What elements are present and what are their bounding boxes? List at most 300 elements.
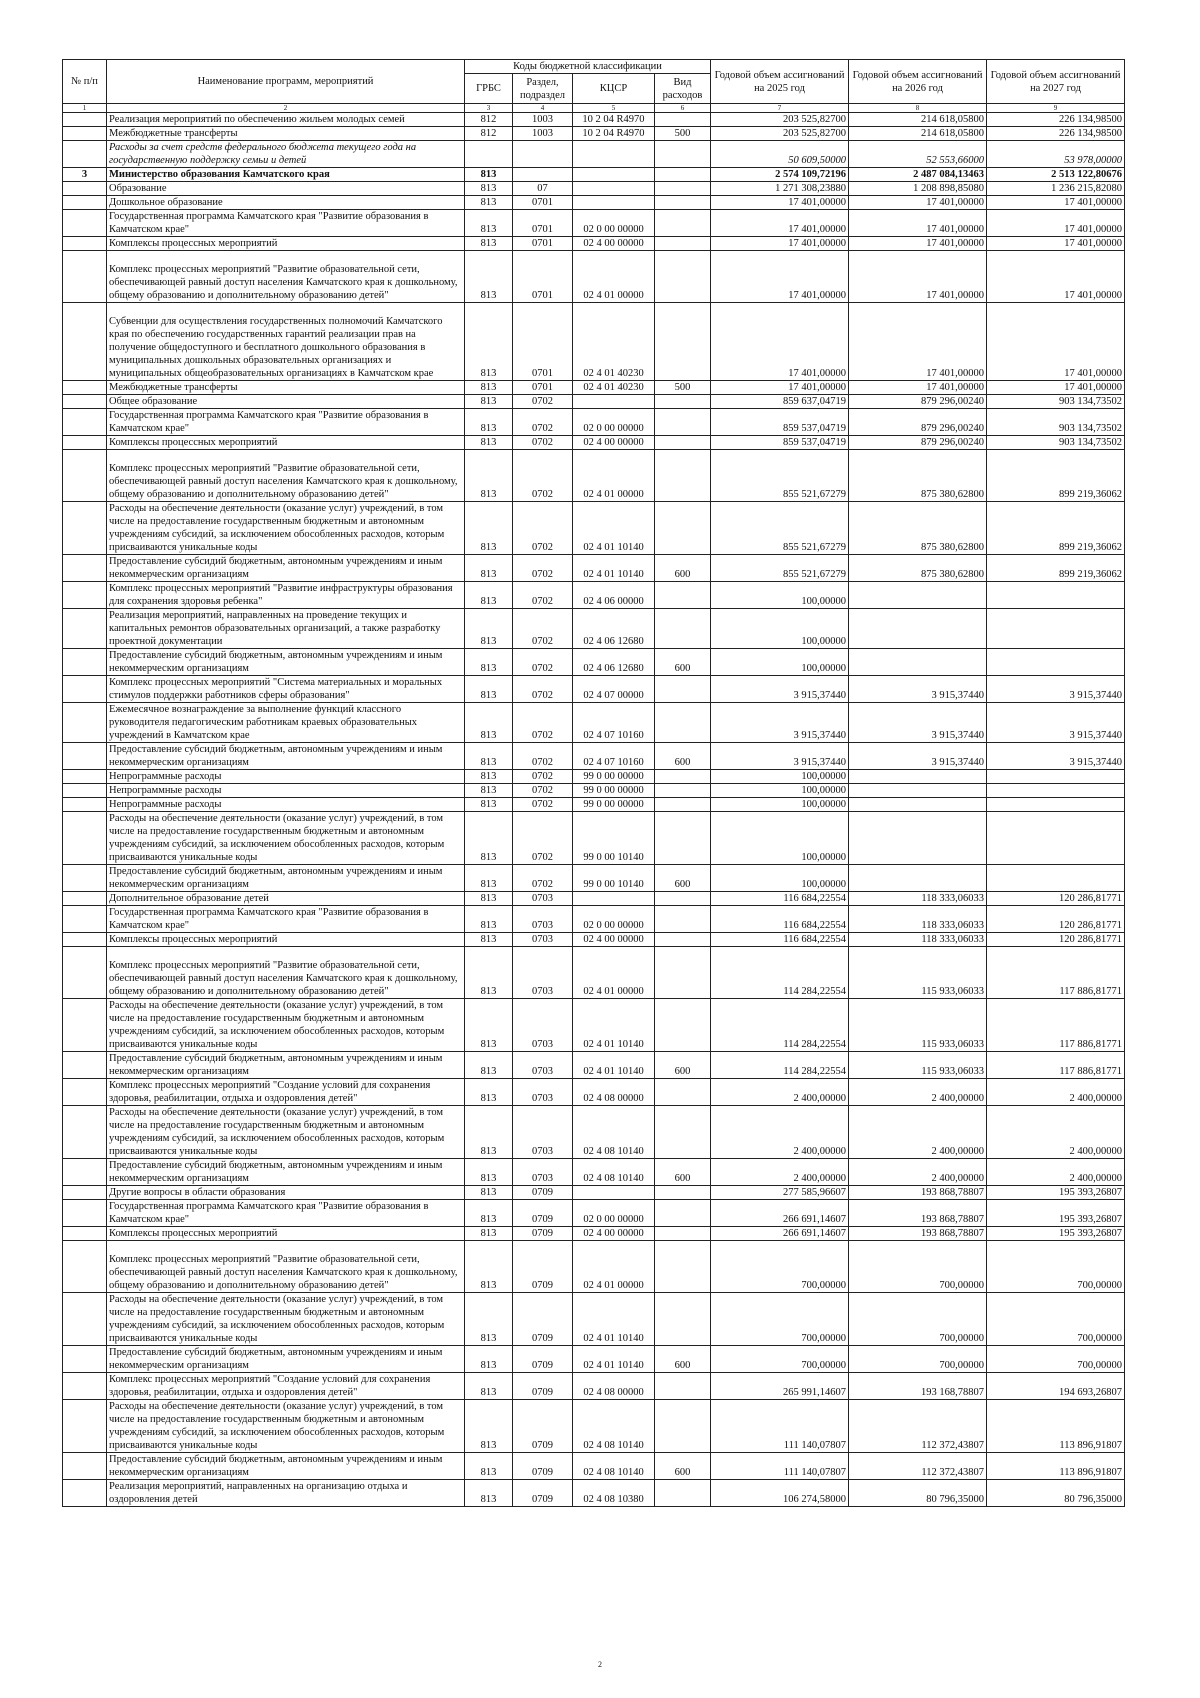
row-amount-2025: 3 915,37440 xyxy=(711,743,849,770)
row-name: Реализация мероприятий, направленных на организацию отдыха и оздоровления детей xyxy=(107,1480,465,1507)
row-number xyxy=(63,381,107,395)
row-number xyxy=(63,770,107,784)
row-kcsr: 02 4 00 00000 xyxy=(573,436,655,450)
row-vid xyxy=(655,1079,711,1106)
row-grbs: 813 xyxy=(465,395,513,409)
row-name: Министерство образования Камчатского края xyxy=(107,168,465,182)
row-number xyxy=(63,1373,107,1400)
row-grbs: 813 xyxy=(465,892,513,906)
row-amount-2026: 115 933,06033 xyxy=(849,1052,987,1079)
row-amount-2025: 100,00000 xyxy=(711,582,849,609)
row-amount-2027: 226 134,98500 xyxy=(987,127,1125,141)
row-amount-2026: 879 296,00240 xyxy=(849,395,987,409)
row-amount-2026: 2 400,00000 xyxy=(849,1106,987,1159)
table-row xyxy=(63,502,1125,555)
row-amount-2026: 17 401,00000 xyxy=(849,381,987,395)
table-row xyxy=(63,582,1125,609)
row-razdel: 0709 xyxy=(513,1400,573,1453)
row-grbs: 813 xyxy=(465,1480,513,1507)
row-grbs: 813 xyxy=(465,196,513,210)
table-row xyxy=(63,676,1125,703)
row-kcsr: 10 2 04 R4970 xyxy=(573,113,655,127)
row-number xyxy=(63,1186,107,1200)
row-vid xyxy=(655,892,711,906)
table-row xyxy=(63,1052,1125,1079)
row-kcsr: 02 4 01 40230 xyxy=(573,303,655,381)
row-grbs: 813 xyxy=(465,1079,513,1106)
row-razdel: 0703 xyxy=(513,1106,573,1159)
row-vid xyxy=(655,409,711,436)
row-vid xyxy=(655,1480,711,1507)
row-number xyxy=(63,502,107,555)
row-razdel: 0703 xyxy=(513,999,573,1052)
row-razdel: 0702 xyxy=(513,703,573,743)
row-razdel: 0702 xyxy=(513,502,573,555)
row-razdel: 0703 xyxy=(513,892,573,906)
row-number xyxy=(63,127,107,141)
row-amount-2026: 17 401,00000 xyxy=(849,196,987,210)
table-row xyxy=(63,865,1125,892)
row-kcsr: 99 0 00 10140 xyxy=(573,812,655,865)
row-amount-2026 xyxy=(849,649,987,676)
row-kcsr xyxy=(573,196,655,210)
row-grbs: 813 xyxy=(465,798,513,812)
row-amount-2026 xyxy=(849,784,987,798)
table-row xyxy=(63,196,1125,210)
table-row xyxy=(63,812,1125,865)
column-index: 1 xyxy=(63,104,107,113)
row-kcsr: 02 0 00 00000 xyxy=(573,906,655,933)
row-amount-2026: 193 868,78807 xyxy=(849,1200,987,1227)
row-amount-2026: 112 372,43807 xyxy=(849,1453,987,1480)
header-year-2027: Годовой объем ассигнований на 2027 год xyxy=(987,60,1125,104)
row-number xyxy=(63,395,107,409)
row-number xyxy=(63,999,107,1052)
row-number xyxy=(63,409,107,436)
budget-table xyxy=(62,59,1125,1507)
header-year-2026: Годовой объем ассигнований на 2026 год xyxy=(849,60,987,104)
table-row xyxy=(63,409,1125,436)
row-amount-2025: 100,00000 xyxy=(711,784,849,798)
row-name: Государственная программа Камчатского края "Развитие образования в Камчатском крае" xyxy=(107,409,465,436)
row-name: Комплекс процессных мероприятий "Развитие инфраструктуры образования для сохранения здоровья ребенка" xyxy=(107,582,465,609)
row-amount-2027: 53 978,00000 xyxy=(987,141,1125,168)
row-grbs: 813 xyxy=(465,865,513,892)
table-row xyxy=(63,436,1125,450)
table-row xyxy=(63,1241,1125,1293)
row-vid: 600 xyxy=(655,555,711,582)
row-amount-2027: 120 286,81771 xyxy=(987,906,1125,933)
row-vid xyxy=(655,395,711,409)
row-kcsr: 02 4 00 00000 xyxy=(573,237,655,251)
row-number xyxy=(63,196,107,210)
row-number xyxy=(63,649,107,676)
header-kcsr: КЦСР xyxy=(573,74,655,104)
row-amount-2025: 100,00000 xyxy=(711,812,849,865)
row-name: Межбюджетные трансферты xyxy=(107,127,465,141)
row-amount-2026: 17 401,00000 xyxy=(849,210,987,237)
row-amount-2027 xyxy=(987,798,1125,812)
row-number xyxy=(63,1106,107,1159)
row-amount-2027: 117 886,81771 xyxy=(987,1052,1125,1079)
row-amount-2027: 700,00000 xyxy=(987,1346,1125,1373)
row-razdel: 0702 xyxy=(513,409,573,436)
row-razdel: 0702 xyxy=(513,555,573,582)
row-amount-2027: 113 896,91807 xyxy=(987,1400,1125,1453)
row-name: Реализация мероприятий по обеспечению жильем молодых семей xyxy=(107,113,465,127)
row-grbs: 813 xyxy=(465,812,513,865)
row-vid: 500 xyxy=(655,127,711,141)
row-amount-2027: 120 286,81771 xyxy=(987,933,1125,947)
row-amount-2027: 17 401,00000 xyxy=(987,210,1125,237)
row-number xyxy=(63,743,107,770)
table-row xyxy=(63,1227,1125,1241)
table-row xyxy=(63,168,1125,182)
table-row xyxy=(63,1200,1125,1227)
row-name: Комплексы процессных мероприятий xyxy=(107,1227,465,1241)
row-amount-2026: 115 933,06033 xyxy=(849,999,987,1052)
row-razdel: 0701 xyxy=(513,303,573,381)
row-amount-2026: 3 915,37440 xyxy=(849,703,987,743)
table-row xyxy=(63,1400,1125,1453)
row-kcsr xyxy=(573,168,655,182)
row-number xyxy=(63,609,107,649)
row-amount-2025: 855 521,67279 xyxy=(711,502,849,555)
row-kcsr: 02 4 07 10160 xyxy=(573,743,655,770)
row-amount-2025: 2 400,00000 xyxy=(711,1079,849,1106)
row-kcsr: 02 4 08 10140 xyxy=(573,1453,655,1480)
table-row xyxy=(63,450,1125,502)
row-vid xyxy=(655,784,711,798)
row-kcsr: 02 4 06 12680 xyxy=(573,609,655,649)
row-amount-2026: 118 333,06033 xyxy=(849,892,987,906)
row-amount-2026: 1 208 898,85080 xyxy=(849,182,987,196)
row-grbs: 813 xyxy=(465,906,513,933)
row-grbs: 813 xyxy=(465,582,513,609)
row-amount-2027: 195 393,26807 xyxy=(987,1186,1125,1200)
row-vid xyxy=(655,502,711,555)
row-amount-2026 xyxy=(849,798,987,812)
row-vid xyxy=(655,609,711,649)
row-amount-2027: 700,00000 xyxy=(987,1293,1125,1346)
row-amount-2027: 17 401,00000 xyxy=(987,196,1125,210)
row-number xyxy=(63,251,107,303)
row-razdel: 0709 xyxy=(513,1241,573,1293)
column-index: 4 xyxy=(513,104,573,113)
row-name: Субвенции для осуществления государственных полномочий Камчатского края по обеспечению государственных гарантий реализации прав на получение общедоступного и бесплатного дошкольного образования в муниципальных дошкольных образовательных организациях и муниципальных общеобразовательных организациях в Камчатском крае xyxy=(107,303,465,381)
row-amount-2025: 114 284,22554 xyxy=(711,947,849,999)
column-index: 9 xyxy=(987,104,1125,113)
row-kcsr: 99 0 00 10140 xyxy=(573,865,655,892)
row-kcsr: 02 4 01 00000 xyxy=(573,450,655,502)
row-number: 3 xyxy=(63,168,107,182)
row-grbs: 812 xyxy=(465,127,513,141)
row-kcsr: 02 0 00 00000 xyxy=(573,1200,655,1227)
row-number xyxy=(63,1293,107,1346)
row-name: Дошкольное образование xyxy=(107,196,465,210)
row-amount-2027: 2 513 122,80676 xyxy=(987,168,1125,182)
row-number xyxy=(63,1200,107,1227)
row-vid xyxy=(655,1227,711,1241)
row-razdel: 0702 xyxy=(513,676,573,703)
row-name: Дополнительное образование детей xyxy=(107,892,465,906)
row-amount-2026: 118 333,06033 xyxy=(849,933,987,947)
row-amount-2025: 100,00000 xyxy=(711,770,849,784)
row-vid: 500 xyxy=(655,381,711,395)
row-name: Государственная программа Камчатского края "Развитие образования в Камчатском крае" xyxy=(107,906,465,933)
row-amount-2025: 100,00000 xyxy=(711,798,849,812)
column-index: 2 xyxy=(107,104,465,113)
row-razdel: 0702 xyxy=(513,812,573,865)
row-name: Межбюджетные трансферты xyxy=(107,381,465,395)
row-amount-2026 xyxy=(849,865,987,892)
column-index: 7 xyxy=(711,104,849,113)
row-grbs: 813 xyxy=(465,1373,513,1400)
table-body xyxy=(63,113,1125,1507)
table-row xyxy=(63,555,1125,582)
row-amount-2027: 899 219,36062 xyxy=(987,502,1125,555)
row-name: Комплексы процессных мероприятий xyxy=(107,933,465,947)
row-amount-2025: 859 537,04719 xyxy=(711,436,849,450)
row-razdel: 0709 xyxy=(513,1480,573,1507)
table-row xyxy=(63,303,1125,381)
row-amount-2025: 100,00000 xyxy=(711,649,849,676)
row-amount-2027 xyxy=(987,582,1125,609)
row-vid xyxy=(655,303,711,381)
row-razdel: 0702 xyxy=(513,582,573,609)
table-row xyxy=(63,1186,1125,1200)
table-row xyxy=(63,1079,1125,1106)
row-grbs: 813 xyxy=(465,999,513,1052)
row-grbs: 813 xyxy=(465,436,513,450)
row-number xyxy=(63,141,107,168)
row-amount-2025: 859 637,04719 xyxy=(711,395,849,409)
row-amount-2025: 3 915,37440 xyxy=(711,676,849,703)
row-amount-2025: 700,00000 xyxy=(711,1241,849,1293)
row-name: Комплекс процессных мероприятий "Развитие образовательной сети, обеспечивающей равный доступ населения Камчатского края к дошкольному, общему образованию и дополнительному образованию детей" xyxy=(107,947,465,999)
row-vid xyxy=(655,210,711,237)
row-name: Непрограммные расходы xyxy=(107,770,465,784)
row-amount-2027: 899 219,36062 xyxy=(987,555,1125,582)
table-row xyxy=(63,381,1125,395)
row-amount-2026 xyxy=(849,609,987,649)
row-grbs: 813 xyxy=(465,381,513,395)
row-vid xyxy=(655,436,711,450)
row-number xyxy=(63,555,107,582)
row-razdel: 0702 xyxy=(513,784,573,798)
table-row xyxy=(63,784,1125,798)
table-row xyxy=(63,798,1125,812)
row-amount-2025: 17 401,00000 xyxy=(711,381,849,395)
row-name: Другие вопросы в области образования xyxy=(107,1186,465,1200)
row-kcsr: 02 4 01 10140 xyxy=(573,1293,655,1346)
row-grbs: 813 xyxy=(465,1106,513,1159)
row-name: Непрограммные расходы xyxy=(107,798,465,812)
row-kcsr xyxy=(573,1186,655,1200)
row-amount-2026: 193 868,78807 xyxy=(849,1227,987,1241)
row-number xyxy=(63,798,107,812)
table-row xyxy=(63,1159,1125,1186)
row-razdel: 0702 xyxy=(513,395,573,409)
row-razdel: 0702 xyxy=(513,798,573,812)
row-grbs: 813 xyxy=(465,609,513,649)
table-row xyxy=(63,703,1125,743)
row-razdel: 1003 xyxy=(513,113,573,127)
row-kcsr: 02 4 01 00000 xyxy=(573,251,655,303)
row-amount-2025: 114 284,22554 xyxy=(711,999,849,1052)
row-amount-2025: 100,00000 xyxy=(711,865,849,892)
row-amount-2025: 17 401,00000 xyxy=(711,196,849,210)
row-grbs: 813 xyxy=(465,703,513,743)
row-name: Государственная программа Камчатского края "Развитие образования в Камчатском крае" xyxy=(107,210,465,237)
row-vid: 600 xyxy=(655,1453,711,1480)
row-kcsr xyxy=(573,892,655,906)
row-razdel: 0703 xyxy=(513,906,573,933)
table-row xyxy=(63,237,1125,251)
row-razdel: 0702 xyxy=(513,649,573,676)
header-year-2025: Годовой объем ассигнований на 2025 год xyxy=(711,60,849,104)
row-vid xyxy=(655,798,711,812)
row-kcsr: 99 0 00 00000 xyxy=(573,784,655,798)
table-header xyxy=(63,60,1125,113)
row-amount-2025: 106 274,58000 xyxy=(711,1480,849,1507)
row-number xyxy=(63,812,107,865)
row-name: Расходы на обеспечение деятельности (оказание услуг) учреждений, в том числе на предоставление государственным бюджетным и автономным учреждениям субсидий, за исключением обособленных расходов, которым присваиваются уникальные коды xyxy=(107,999,465,1052)
row-number xyxy=(63,865,107,892)
row-kcsr: 02 4 01 00000 xyxy=(573,1241,655,1293)
table-row xyxy=(63,141,1125,168)
row-vid: 600 xyxy=(655,1346,711,1373)
row-amount-2027: 3 915,37440 xyxy=(987,703,1125,743)
row-grbs: 813 xyxy=(465,303,513,381)
row-vid xyxy=(655,933,711,947)
row-amount-2025: 266 691,14607 xyxy=(711,1227,849,1241)
row-amount-2025: 1 271 308,23880 xyxy=(711,182,849,196)
table-row xyxy=(63,210,1125,237)
row-number xyxy=(63,303,107,381)
row-amount-2026: 2 400,00000 xyxy=(849,1159,987,1186)
row-name: Образование xyxy=(107,182,465,196)
row-kcsr xyxy=(573,395,655,409)
row-vid xyxy=(655,676,711,703)
row-number xyxy=(63,1159,107,1186)
row-razdel: 0709 xyxy=(513,1186,573,1200)
row-razdel: 0703 xyxy=(513,1052,573,1079)
row-amount-2027 xyxy=(987,784,1125,798)
table-row xyxy=(63,251,1125,303)
row-amount-2025: 700,00000 xyxy=(711,1346,849,1373)
row-amount-2025: 277 585,96607 xyxy=(711,1186,849,1200)
row-name: Расходы за счет средств федерального бюджета текущего года на государственную поддержку семьи и детей xyxy=(107,141,465,168)
row-razdel: 07 xyxy=(513,182,573,196)
row-amount-2026: 875 380,62800 xyxy=(849,450,987,502)
header-vid: Вид расходов xyxy=(655,74,711,104)
row-grbs: 813 xyxy=(465,1227,513,1241)
row-amount-2025: 17 401,00000 xyxy=(711,237,849,251)
row-amount-2027: 700,00000 xyxy=(987,1241,1125,1293)
row-kcsr: 02 4 07 10160 xyxy=(573,703,655,743)
row-name: Комплекс процессных мероприятий "Развитие образовательной сети, обеспечивающей равный доступ населения Камчатского края к дошкольному, общему образованию и дополнительному образованию детей" xyxy=(107,251,465,303)
row-grbs: 813 xyxy=(465,1159,513,1186)
row-vid xyxy=(655,237,711,251)
row-number xyxy=(63,676,107,703)
row-amount-2027: 195 393,26807 xyxy=(987,1200,1125,1227)
row-name: Комплекс процессных мероприятий "Создание условий для сохранения здоровья, реабилитации, отдыха и оздоровления детей" xyxy=(107,1373,465,1400)
row-amount-2025: 203 525,82700 xyxy=(711,113,849,127)
row-amount-2027: 17 401,00000 xyxy=(987,381,1125,395)
row-razdel: 0701 xyxy=(513,237,573,251)
row-number xyxy=(63,1346,107,1373)
table-row xyxy=(63,1373,1125,1400)
row-amount-2025: 116 684,22554 xyxy=(711,906,849,933)
row-razdel: 0702 xyxy=(513,770,573,784)
row-kcsr: 02 4 01 10140 xyxy=(573,1052,655,1079)
row-kcsr: 02 4 08 10140 xyxy=(573,1106,655,1159)
row-razdel: 0709 xyxy=(513,1200,573,1227)
row-amount-2025: 116 684,22554 xyxy=(711,892,849,906)
column-index: 3 xyxy=(465,104,513,113)
row-amount-2027: 113 896,91807 xyxy=(987,1453,1125,1480)
row-name: Предоставление субсидий бюджетным, автономным учреждениям и иным некоммерческим организациям xyxy=(107,865,465,892)
row-amount-2025: 859 537,04719 xyxy=(711,409,849,436)
row-number xyxy=(63,237,107,251)
row-name: Предоставление субсидий бюджетным, автономным учреждениям и иным некоммерческим организациям xyxy=(107,1159,465,1186)
row-kcsr: 02 4 06 00000 xyxy=(573,582,655,609)
row-amount-2025: 203 525,82700 xyxy=(711,127,849,141)
row-amount-2025: 855 521,67279 xyxy=(711,450,849,502)
table-row xyxy=(63,999,1125,1052)
row-amount-2027 xyxy=(987,770,1125,784)
row-number xyxy=(63,1480,107,1507)
row-amount-2027: 120 286,81771 xyxy=(987,892,1125,906)
row-vid xyxy=(655,1200,711,1227)
row-grbs: 813 xyxy=(465,502,513,555)
row-name: Предоставление субсидий бюджетным, автономным учреждениям и иным некоммерческим организациям xyxy=(107,1052,465,1079)
row-amount-2027: 194 693,26807 xyxy=(987,1373,1125,1400)
row-amount-2026: 193 868,78807 xyxy=(849,1186,987,1200)
row-amount-2027: 117 886,81771 xyxy=(987,947,1125,999)
row-amount-2026: 875 380,62800 xyxy=(849,555,987,582)
row-amount-2027: 903 134,73502 xyxy=(987,395,1125,409)
row-amount-2027: 2 400,00000 xyxy=(987,1106,1125,1159)
row-razdel: 0703 xyxy=(513,933,573,947)
row-grbs: 813 xyxy=(465,1186,513,1200)
row-amount-2027 xyxy=(987,609,1125,649)
row-vid xyxy=(655,999,711,1052)
row-amount-2026: 17 401,00000 xyxy=(849,251,987,303)
row-kcsr: 02 4 00 00000 xyxy=(573,933,655,947)
row-vid: 600 xyxy=(655,743,711,770)
table-row xyxy=(63,649,1125,676)
row-amount-2026: 700,00000 xyxy=(849,1346,987,1373)
row-number xyxy=(63,784,107,798)
table-row xyxy=(63,395,1125,409)
row-razdel: 0703 xyxy=(513,1159,573,1186)
row-kcsr: 02 4 08 10140 xyxy=(573,1159,655,1186)
row-amount-2026: 700,00000 xyxy=(849,1241,987,1293)
row-name: Предоставление субсидий бюджетным, автономным учреждениям и иным некоммерческим организациям xyxy=(107,743,465,770)
row-name: Расходы на обеспечение деятельности (оказание услуг) учреждений, в том числе на предоставление государственным бюджетным и автономным учреждениям субсидий, за исключением обособленных расходов, которым присваиваются уникальные коды xyxy=(107,1400,465,1453)
header-num: № п/п xyxy=(63,60,107,104)
row-amount-2026: 214 618,05800 xyxy=(849,127,987,141)
row-vid xyxy=(655,1106,711,1159)
row-kcsr: 02 4 01 40230 xyxy=(573,381,655,395)
row-amount-2025: 17 401,00000 xyxy=(711,251,849,303)
row-amount-2027: 226 134,98500 xyxy=(987,113,1125,127)
row-number xyxy=(63,436,107,450)
row-razdel: 0709 xyxy=(513,1346,573,1373)
row-grbs: 813 xyxy=(465,1200,513,1227)
